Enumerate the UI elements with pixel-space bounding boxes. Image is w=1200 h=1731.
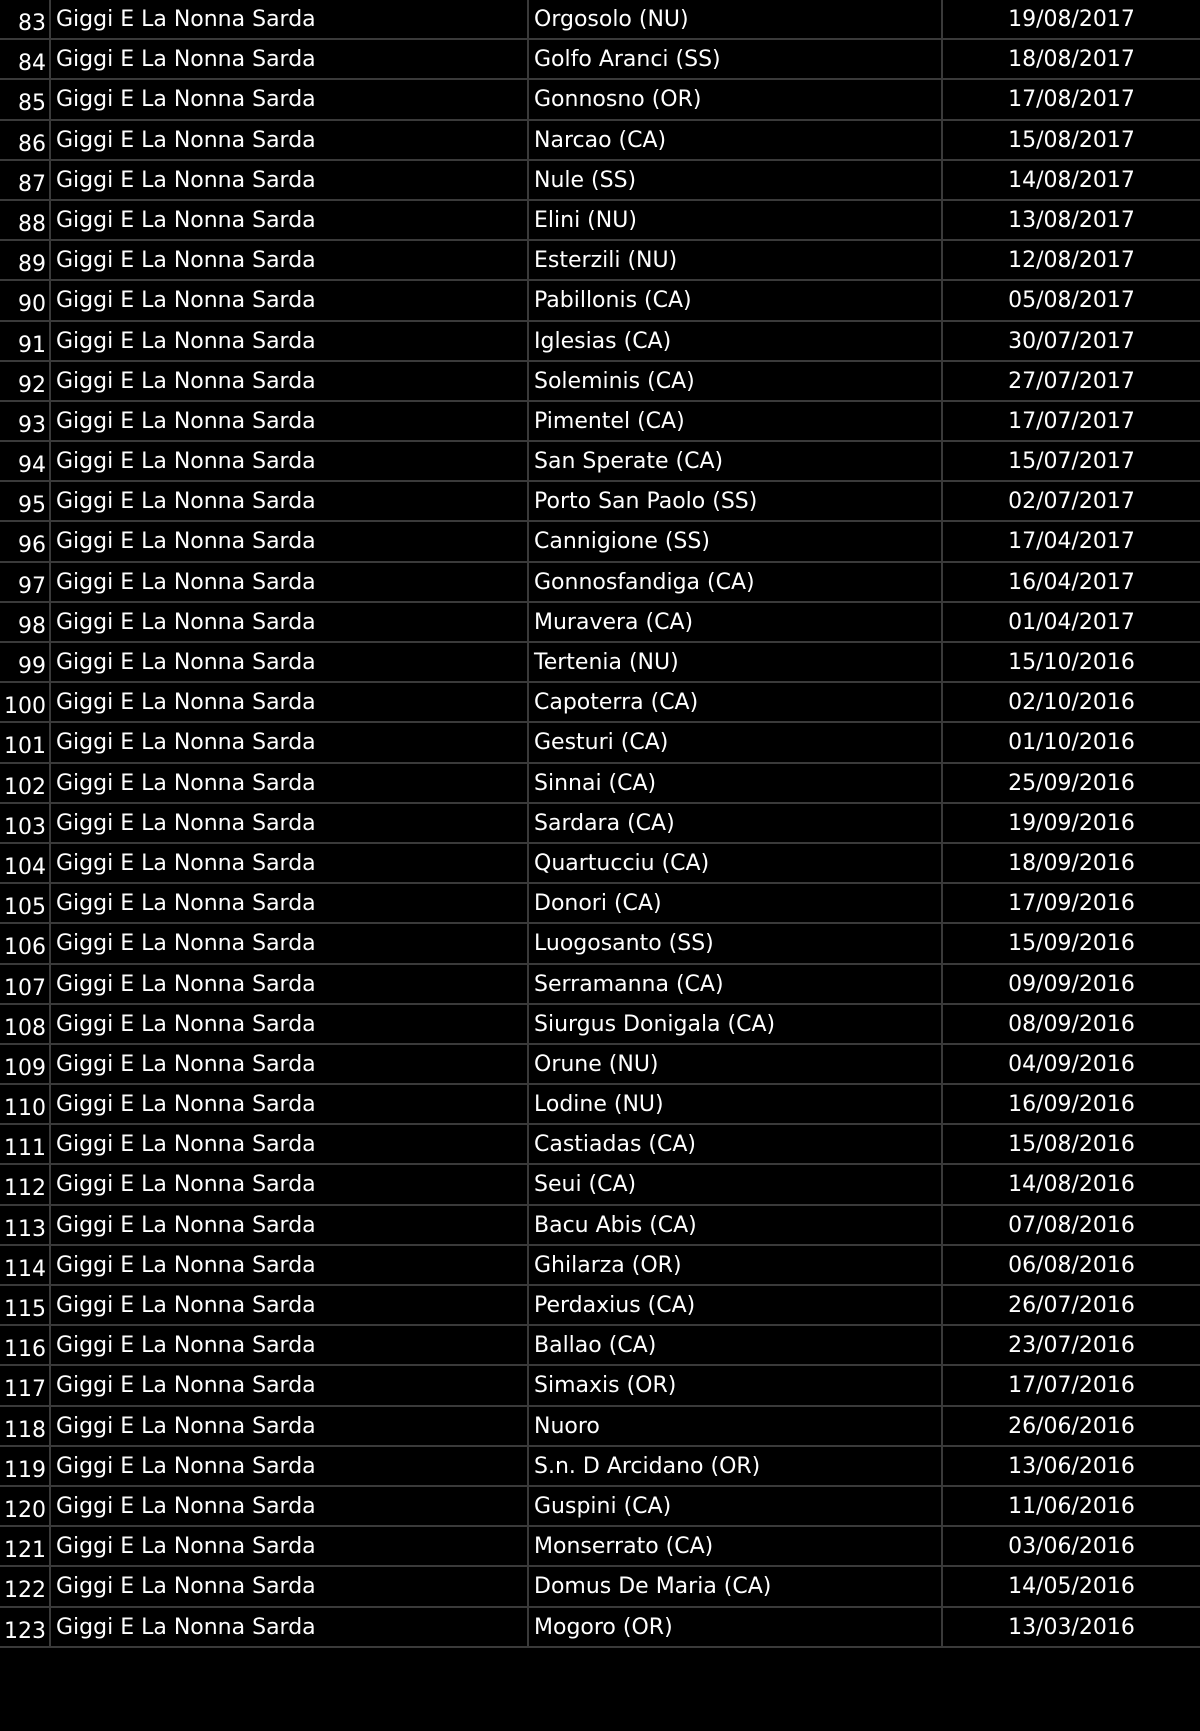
date-cell: 01/10/2016 xyxy=(1008,730,1135,756)
artist-cell: Giggi E La Nonna Sarda xyxy=(51,402,529,440)
table-row xyxy=(0,1366,1200,1406)
row-number: 97 xyxy=(0,563,51,601)
row-number: 121 xyxy=(0,1527,51,1565)
artist-cell: Giggi E La Nonna Sarda xyxy=(51,723,529,761)
place-cell: Gesturi (CA) xyxy=(529,723,943,761)
date-cell: 14/05/2016 xyxy=(1008,1574,1135,1600)
artist-cell: Giggi E La Nonna Sarda xyxy=(51,1447,529,1485)
artist-cell: Giggi E La Nonna Sarda xyxy=(51,1085,529,1123)
date-cell: 05/08/2017 xyxy=(1008,288,1135,314)
date-cell: 30/07/2017 xyxy=(1008,328,1135,354)
artist-cell: Giggi E La Nonna Sarda xyxy=(51,40,529,78)
date-cell: 06/08/2016 xyxy=(1008,1252,1135,1278)
table-row xyxy=(0,482,1200,522)
row-number: 107 xyxy=(0,965,51,1003)
date-cell: 15/10/2016 xyxy=(1008,650,1135,675)
row-number: 89 xyxy=(0,241,51,279)
place-cell: Sinnai (CA) xyxy=(529,764,943,802)
row-number: 102 xyxy=(0,764,51,802)
date-cell: 12/08/2017 xyxy=(1008,248,1135,274)
date-cell: 13/03/2016 xyxy=(1008,1614,1135,1640)
date-cell: 26/06/2016 xyxy=(1008,1413,1135,1439)
row-number: 92 xyxy=(0,362,51,400)
date-cell: 09/09/2016 xyxy=(1008,971,1135,997)
date-cell: 02/10/2016 xyxy=(1008,690,1135,716)
artist-cell: Giggi E La Nonna Sarda xyxy=(51,924,529,962)
table-row xyxy=(0,1608,1200,1648)
row-number: 88 xyxy=(0,201,51,239)
row-number: 119 xyxy=(0,1447,51,1485)
row-number: 85 xyxy=(0,80,51,118)
table-row xyxy=(0,442,1200,482)
artist-cell: Giggi E La Nonna Sarda xyxy=(51,1487,529,1525)
date-cell: 15/08/2017 xyxy=(1008,127,1135,153)
artist-cell: Giggi E La Nonna Sarda xyxy=(51,161,529,199)
date-cell: 02/07/2017 xyxy=(1008,489,1135,515)
place-cell: Simaxis (OR) xyxy=(529,1366,943,1404)
row-number: 86 xyxy=(0,121,51,159)
place-cell: Elini (NU) xyxy=(529,201,943,239)
table-row xyxy=(0,1206,1200,1246)
place-cell: Porto San Paolo (SS) xyxy=(529,482,943,520)
place-cell: Perdaxius (CA) xyxy=(529,1286,943,1324)
place-cell: S.n. D Arcidano (OR) xyxy=(529,1447,943,1485)
date-cell: 17/08/2017 xyxy=(1008,87,1135,113)
place-cell: Nule (SS) xyxy=(529,161,943,199)
table-row xyxy=(0,522,1200,562)
artist-cell: Giggi E La Nonna Sarda xyxy=(51,442,529,480)
table-row xyxy=(0,1045,1200,1085)
table-row xyxy=(0,1085,1200,1125)
table-row xyxy=(0,1567,1200,1607)
artist-cell: Giggi E La Nonna Sarda xyxy=(51,1246,529,1284)
table-row xyxy=(0,1165,1200,1205)
table-row xyxy=(0,241,1200,281)
place-cell: Lodine (NU) xyxy=(529,1085,943,1123)
date-cell: 19/08/2017 xyxy=(1008,7,1135,32)
table-row xyxy=(0,1487,1200,1527)
place-cell: Nuoro xyxy=(529,1407,943,1445)
date-cell: 25/09/2016 xyxy=(1008,770,1135,796)
table-row xyxy=(0,161,1200,201)
table-row xyxy=(0,362,1200,402)
table-row xyxy=(0,201,1200,241)
place-cell: Tertenia (NU) xyxy=(529,643,943,681)
place-cell: Guspini (CA) xyxy=(529,1487,943,1525)
artist-cell: Giggi E La Nonna Sarda xyxy=(51,1165,529,1203)
artist-cell: Giggi E La Nonna Sarda xyxy=(51,1286,529,1324)
artist-cell: Giggi E La Nonna Sarda xyxy=(51,1206,529,1244)
date-cell: 13/06/2016 xyxy=(1008,1453,1135,1479)
table-row xyxy=(0,322,1200,362)
row-number: 117 xyxy=(0,1366,51,1404)
row-number: 98 xyxy=(0,603,51,641)
place-cell: Quartucciu (CA) xyxy=(529,844,943,882)
place-cell: Muravera (CA) xyxy=(529,603,943,641)
date-cell: 04/09/2016 xyxy=(1008,1051,1135,1077)
date-cell: 01/04/2017 xyxy=(1008,609,1135,635)
table-row xyxy=(0,924,1200,964)
place-cell: Gonnosno (OR) xyxy=(529,80,943,118)
date-cell: 27/07/2017 xyxy=(1008,368,1135,394)
table-row xyxy=(0,281,1200,321)
row-number: 96 xyxy=(0,522,51,560)
artist-cell: Giggi E La Nonna Sarda xyxy=(51,322,529,360)
place-cell: Donori (CA) xyxy=(529,884,943,922)
row-number: 116 xyxy=(0,1326,51,1364)
date-cell: 17/07/2016 xyxy=(1008,1373,1135,1399)
date-cell: 16/09/2016 xyxy=(1008,1092,1135,1118)
row-number: 113 xyxy=(0,1206,51,1244)
table-row xyxy=(0,40,1200,80)
table-row xyxy=(0,80,1200,120)
table-row xyxy=(0,764,1200,804)
row-number: 101 xyxy=(0,723,51,761)
row-number: 95 xyxy=(0,482,51,520)
artist-cell: Giggi E La Nonna Sarda xyxy=(51,121,529,159)
row-number: 118 xyxy=(0,1407,51,1445)
artist-cell: Giggi E La Nonna Sarda xyxy=(51,683,529,721)
table-row xyxy=(0,0,1200,40)
artist-cell: Giggi E La Nonna Sarda xyxy=(51,1527,529,1565)
place-cell: Orune (NU) xyxy=(529,1045,943,1083)
place-cell: Bacu Abis (CA) xyxy=(529,1206,943,1244)
place-cell: Pabillonis (CA) xyxy=(529,281,943,319)
place-cell: Sardara (CA) xyxy=(529,804,943,842)
artist-cell: Giggi E La Nonna Sarda xyxy=(51,522,529,560)
place-cell: Domus De Maria (CA) xyxy=(529,1567,943,1605)
artist-cell: Giggi E La Nonna Sarda xyxy=(51,1045,529,1083)
date-cell: 14/08/2017 xyxy=(1008,167,1135,193)
place-cell: Iglesias (CA) xyxy=(529,322,943,360)
artist-cell: Giggi E La Nonna Sarda xyxy=(51,965,529,1003)
place-cell: Golfo Aranci (SS) xyxy=(529,40,943,78)
artist-cell: Giggi E La Nonna Sarda xyxy=(51,201,529,239)
table-row xyxy=(0,1407,1200,1447)
artist-cell: Giggi E La Nonna Sarda xyxy=(51,0,529,38)
date-cell: 17/04/2017 xyxy=(1008,529,1135,555)
row-number: 103 xyxy=(0,804,51,842)
artist-cell: Giggi E La Nonna Sarda xyxy=(51,1125,529,1163)
date-cell: 19/09/2016 xyxy=(1008,810,1135,836)
date-cell: 03/06/2016 xyxy=(1008,1534,1135,1560)
table-row xyxy=(0,1125,1200,1165)
row-number: 84 xyxy=(0,40,51,78)
table-row xyxy=(0,683,1200,723)
date-cell: 17/07/2017 xyxy=(1008,408,1135,434)
table-row xyxy=(0,603,1200,643)
place-cell: Serramanna (CA) xyxy=(529,965,943,1003)
row-number: 123 xyxy=(0,1608,51,1646)
row-number: 115 xyxy=(0,1286,51,1324)
place-cell: Monserrato (CA) xyxy=(529,1527,943,1565)
place-cell: Castiadas (CA) xyxy=(529,1125,943,1163)
artist-cell: Giggi E La Nonna Sarda xyxy=(51,1366,529,1404)
table-row xyxy=(0,402,1200,442)
artist-cell: Giggi E La Nonna Sarda xyxy=(51,804,529,842)
date-cell: 15/09/2016 xyxy=(1008,931,1135,957)
table-row xyxy=(0,643,1200,683)
artist-cell: Giggi E La Nonna Sarda xyxy=(51,80,529,118)
row-number: 104 xyxy=(0,844,51,882)
artist-cell: Giggi E La Nonna Sarda xyxy=(51,241,529,279)
place-cell: Narcao (CA) xyxy=(529,121,943,159)
artist-cell: Giggi E La Nonna Sarda xyxy=(51,1567,529,1605)
artist-cell: Giggi E La Nonna Sarda xyxy=(51,844,529,882)
place-cell: Siurgus Donigala (CA) xyxy=(529,1005,943,1043)
date-cell: 08/09/2016 xyxy=(1008,1011,1135,1037)
row-number: 120 xyxy=(0,1487,51,1525)
place-cell: San Sperate (CA) xyxy=(529,442,943,480)
row-number: 110 xyxy=(0,1085,51,1123)
table-row xyxy=(0,723,1200,763)
date-cell: 11/06/2016 xyxy=(1008,1493,1135,1519)
row-number: 111 xyxy=(0,1125,51,1163)
artist-cell: Giggi E La Nonna Sarda xyxy=(51,764,529,802)
place-cell: Gonnosfandiga (CA) xyxy=(529,563,943,601)
row-number: 108 xyxy=(0,1005,51,1043)
date-cell: 26/07/2016 xyxy=(1008,1293,1135,1318)
artist-cell: Giggi E La Nonna Sarda xyxy=(51,1407,529,1445)
row-number: 100 xyxy=(0,683,51,721)
place-cell: Capoterra (CA) xyxy=(529,683,943,721)
row-number: 106 xyxy=(0,924,51,962)
place-cell: Ballao (CA) xyxy=(529,1326,943,1364)
row-number: 87 xyxy=(0,161,51,199)
place-cell: Cannigione (SS) xyxy=(529,522,943,560)
date-cell: 18/09/2016 xyxy=(1008,850,1135,876)
table-row xyxy=(0,1326,1200,1366)
artist-cell: Giggi E La Nonna Sarda xyxy=(51,563,529,601)
artist-cell: Giggi E La Nonna Sarda xyxy=(51,1608,529,1646)
table-row xyxy=(0,1527,1200,1567)
artist-cell: Giggi E La Nonna Sarda xyxy=(51,884,529,922)
table-row xyxy=(0,965,1200,1005)
table-row xyxy=(0,563,1200,603)
artist-cell: Giggi E La Nonna Sarda xyxy=(51,482,529,520)
place-cell: Seui (CA) xyxy=(529,1165,943,1203)
place-cell: Ghilarza (OR) xyxy=(529,1246,943,1284)
place-cell: Mogoro (OR) xyxy=(529,1608,943,1646)
table-row xyxy=(0,121,1200,161)
table-row xyxy=(0,804,1200,844)
artist-cell: Giggi E La Nonna Sarda xyxy=(51,362,529,400)
artist-cell: Giggi E La Nonna Sarda xyxy=(51,1005,529,1043)
row-number: 99 xyxy=(0,643,51,681)
artist-cell: Giggi E La Nonna Sarda xyxy=(51,281,529,319)
row-number: 90 xyxy=(0,281,51,319)
table-row xyxy=(0,844,1200,884)
place-cell: Soleminis (CA) xyxy=(529,362,943,400)
row-number: 93 xyxy=(0,402,51,440)
date-cell: 07/08/2016 xyxy=(1008,1212,1135,1238)
artist-cell: Giggi E La Nonna Sarda xyxy=(51,603,529,641)
date-cell: 16/04/2017 xyxy=(1008,569,1135,595)
artist-cell: Giggi E La Nonna Sarda xyxy=(51,643,529,681)
place-cell: Esterzili (NU) xyxy=(529,241,943,279)
date-cell: 23/07/2016 xyxy=(1008,1333,1135,1359)
table-row xyxy=(0,1005,1200,1045)
date-cell: 15/07/2017 xyxy=(1008,449,1135,475)
date-cell: 14/08/2016 xyxy=(1008,1172,1135,1198)
row-number: 109 xyxy=(0,1045,51,1083)
place-cell: Orgosolo (NU) xyxy=(529,0,943,38)
row-number: 91 xyxy=(0,322,51,360)
table-row xyxy=(0,884,1200,924)
row-number: 112 xyxy=(0,1165,51,1203)
table-row xyxy=(0,1246,1200,1286)
table-row xyxy=(0,1447,1200,1487)
date-cell: 18/08/2017 xyxy=(1008,47,1135,73)
row-number: 122 xyxy=(0,1567,51,1605)
date-cell: 15/08/2016 xyxy=(1008,1132,1135,1158)
date-cell: 13/08/2017 xyxy=(1008,207,1135,233)
row-number: 83 xyxy=(0,0,51,38)
row-number: 105 xyxy=(0,884,51,922)
place-cell: Pimentel (CA) xyxy=(529,402,943,440)
row-number: 94 xyxy=(0,442,51,480)
date-cell: 17/09/2016 xyxy=(1008,891,1135,917)
row-number: 114 xyxy=(0,1246,51,1284)
place-cell: Luogosanto (SS) xyxy=(529,924,943,962)
table-row xyxy=(0,1286,1200,1326)
artist-cell: Giggi E La Nonna Sarda xyxy=(51,1326,529,1364)
